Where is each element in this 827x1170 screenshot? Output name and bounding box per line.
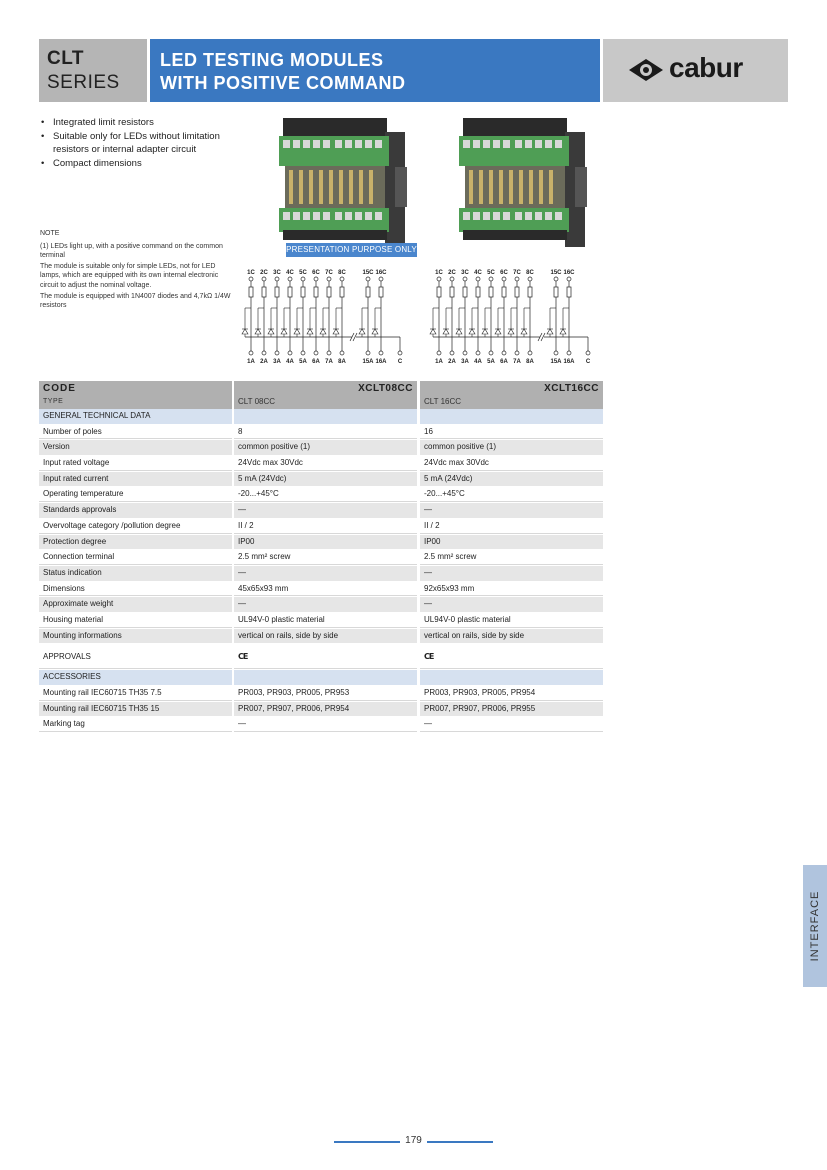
terminal-icon (554, 351, 558, 355)
row-label: Operating temperature (39, 487, 232, 502)
brand-name: cabur (669, 52, 743, 83)
resistor-icon (489, 287, 493, 297)
circuit-terminal-label: 16A (375, 359, 387, 365)
diode-icon (430, 329, 436, 334)
circuit-terminal-label: 7C (325, 270, 333, 276)
circuit-terminal-label: C (397, 359, 403, 365)
circuit-terminal-label: 8C (338, 270, 346, 276)
row-value-col1: vertical on rails, side by side (234, 629, 417, 644)
resistor-icon (450, 287, 454, 297)
product-type: CLT 16CC (424, 397, 462, 406)
title-line2: WITH POSITIVE COMMAND (160, 73, 406, 93)
circuit-terminal-label: 8A (526, 359, 534, 365)
cabur-logo-icon (627, 58, 665, 82)
spec-table (39, 381, 603, 733)
terminal-icon (463, 351, 467, 355)
row-value-col1: PR007, PR907, PR006, PR954 (234, 702, 417, 717)
brand-logo (603, 39, 788, 102)
resistor-icon (476, 287, 480, 297)
row-label: Housing material (39, 613, 232, 628)
resistor-icon (515, 287, 519, 297)
diode-icon (333, 329, 339, 334)
title-line1: LED TESTING MODULES (160, 50, 384, 70)
row-value-col1: UL94V-0 plastic material (234, 613, 417, 628)
circuit-terminal-label: 7A (513, 359, 521, 365)
row-value-col2 (420, 409, 603, 424)
product-image-8-poles (275, 112, 413, 252)
circuit-terminal-label: 2C (260, 270, 268, 276)
row-value-col1: PR003, PR903, PR005, PR953 (234, 686, 417, 701)
ce-mark-icon: CE (420, 644, 603, 669)
circuit-terminal-label: 4A (286, 359, 294, 365)
row-label: Input rated current (39, 472, 232, 487)
series-word: SERIES (47, 72, 120, 93)
row-value-col2: -20...+45°C (420, 487, 603, 502)
table-row (39, 519, 603, 535)
circuit-terminal-label: 5A (487, 359, 495, 365)
table-row (39, 440, 603, 456)
terminal-icon (489, 351, 493, 355)
circuit-terminal-label: 1C (435, 270, 443, 276)
circuit-terminal-label: 3C (461, 270, 469, 276)
row-value-col1: 5 mA (24Vdc) (234, 472, 417, 487)
row-value-col2: UL94V-0 plastic material (420, 613, 603, 628)
table-row (39, 456, 603, 472)
table-row (39, 472, 603, 488)
row-value-col1: — (234, 503, 417, 518)
terminal-icon (450, 351, 454, 355)
terminal-icon (301, 351, 305, 355)
circuit-terminal-label: 2C (448, 270, 456, 276)
code-label: CODE (43, 383, 76, 394)
row-value-col2: — (420, 597, 603, 612)
note-paragraph: The module is equipped with 1N4007 diodes and 4,7kΩ 1/4W resistors (40, 292, 231, 310)
row-value-col1: 45x65x93 mm (234, 582, 417, 597)
row-label: Mounting rail IEC60715 TH35 15 (39, 702, 232, 717)
circuit-terminal-label: 6A (312, 359, 320, 365)
terminal-icon (515, 277, 519, 281)
row-value-col2: 16 (420, 425, 603, 440)
terminal-icon (288, 277, 292, 281)
terminal-icon (301, 277, 305, 281)
row-value-col2: PR007, PR907, PR006, PR955 (420, 702, 603, 717)
circuit-terminal-label: 6C (500, 270, 508, 276)
circuit-terminal-label: 15A (362, 359, 374, 365)
resistor-icon (314, 287, 318, 297)
circuit-terminal-label: 15C (550, 270, 562, 276)
diode-icon (469, 329, 475, 334)
resistor-icon (437, 287, 441, 297)
circuit-terminal-label: 16A (563, 359, 575, 365)
code-header-col1 (234, 381, 417, 409)
circuit-terminal-label: 16C (563, 270, 575, 276)
terminal-icon (437, 351, 441, 355)
terminal-icon (437, 277, 441, 281)
row-label: ACCESSORIES (39, 670, 232, 685)
circuit-terminal-label: 1A (435, 359, 443, 365)
page-number: 179 (405, 1135, 422, 1146)
row-value-col1: common positive (1) (234, 440, 417, 455)
circuit-terminal-label: 5C (487, 270, 495, 276)
circuit-diagram-1 (240, 265, 410, 365)
table-row (39, 582, 603, 598)
terminal-icon (249, 351, 253, 355)
row-label: APPROVALS (39, 644, 232, 669)
row-value-col1: 2.5 mm² screw (234, 550, 417, 565)
circuit-terminal-label: 5C (299, 270, 307, 276)
row-value-col2: 2.5 mm² screw (420, 550, 603, 565)
type-label: TYPE (43, 398, 64, 405)
terminal-icon (450, 277, 454, 281)
row-label: Standards approvals (39, 503, 232, 518)
product-type: CLT 08CC (238, 397, 276, 406)
row-value-col2: IP00 (420, 535, 603, 550)
diode-icon (521, 329, 527, 334)
terminal-icon (554, 277, 558, 281)
circuit-terminal-label: 15A (550, 359, 562, 365)
resistor-icon (301, 287, 305, 297)
row-value-col1: 24Vdc max 30Vdc (234, 456, 417, 471)
circuit-terminal-label: 4C (474, 270, 482, 276)
terminal-icon (502, 351, 506, 355)
product-image-16-poles (455, 112, 593, 252)
row-label: Mounting rail IEC60715 TH35 7.5 (39, 686, 232, 701)
table-row (39, 550, 603, 566)
terminal-icon (463, 277, 467, 281)
row-value-col2: 92x65x93 mm (420, 582, 603, 597)
row-label: Number of poles (39, 425, 232, 440)
terminal-icon (379, 351, 383, 355)
terminal-icon (327, 351, 331, 355)
terminal-icon (567, 351, 571, 355)
product-code: XCLT08CC (358, 383, 413, 394)
circuit-terminal-label: 2A (448, 359, 456, 365)
table-row (39, 566, 603, 582)
note-paragraph: (1) LEDs light up, with a positive command on the common terminal (40, 242, 223, 260)
diode-icon (268, 329, 274, 334)
diode-icon (443, 329, 449, 334)
circuit-terminal-label: 8A (338, 359, 346, 365)
terminal-icon (528, 351, 532, 355)
code-header-col2 (420, 381, 603, 409)
code-header-label (39, 381, 232, 409)
terminal-icon (515, 351, 519, 355)
table-row (39, 644, 603, 670)
terminal-icon (379, 277, 383, 281)
circuit-terminal-label: 1C (247, 270, 255, 276)
row-value-col2 (420, 670, 603, 685)
diode-icon (482, 329, 488, 334)
circuit-terminal-label: C (585, 359, 591, 365)
diode-icon (294, 329, 300, 334)
diode-icon (547, 329, 553, 334)
row-value-col1: — (234, 597, 417, 612)
title-box (150, 39, 600, 102)
row-value-col1 (234, 409, 417, 424)
table-section-row (39, 670, 603, 686)
resistor-icon (567, 287, 571, 297)
terminal-icon (489, 277, 493, 281)
row-value-col2: — (420, 717, 603, 732)
row-value-col2: — (420, 503, 603, 518)
diode-icon (508, 329, 514, 334)
note-heading: NOTE (40, 230, 60, 237)
terminal-icon (327, 277, 331, 281)
resistor-icon (528, 287, 532, 297)
terminal-icon (366, 351, 370, 355)
row-value-col1: — (234, 717, 417, 732)
page-number-rule-left (334, 1141, 400, 1143)
terminal-icon (398, 351, 402, 355)
diode-icon (495, 329, 501, 334)
table-row (39, 425, 603, 441)
circuit-terminal-label: 1A (247, 359, 255, 365)
table-row (39, 503, 603, 519)
row-value-col1: 8 (234, 425, 417, 440)
terminal-icon (314, 351, 318, 355)
circuit-terminal-label: 3A (273, 359, 281, 365)
row-value-col2: PR003, PR903, PR005, PR954 (420, 686, 603, 701)
circuit-terminal-label: 6A (500, 359, 508, 365)
code-header-row (39, 381, 603, 409)
row-label: Input rated voltage (39, 456, 232, 471)
diode-icon (242, 329, 248, 334)
resistor-icon (502, 287, 506, 297)
resistor-icon (288, 287, 292, 297)
circuit-terminal-label: 3A (461, 359, 469, 365)
circuit-diagram-2 (428, 265, 598, 365)
diode-icon (560, 329, 566, 334)
resistor-icon (554, 287, 558, 297)
resistor-icon (262, 287, 266, 297)
row-label: Version (39, 440, 232, 455)
resistor-icon (275, 287, 279, 297)
terminal-icon (528, 277, 532, 281)
table-section-row (39, 409, 603, 425)
resistor-icon (249, 287, 253, 297)
resistor-icon (463, 287, 467, 297)
diode-icon (372, 329, 378, 334)
row-value-col2: vertical on rails, side by side (420, 629, 603, 644)
row-value-col1: -20...+45°C (234, 487, 417, 502)
circuit-terminal-label: 15C (362, 270, 374, 276)
row-value-col2: II / 2 (420, 519, 603, 534)
side-tab-label: INTERFACE (809, 890, 821, 962)
resistor-icon (366, 287, 370, 297)
note-block (40, 229, 235, 312)
table-row (39, 686, 603, 702)
terminal-icon (567, 277, 571, 281)
terminal-icon (340, 351, 344, 355)
series-code: CLT (47, 48, 85, 69)
table-row (39, 702, 603, 718)
circuit-terminal-label: 7A (325, 359, 333, 365)
diode-icon (307, 329, 313, 334)
row-label: Mounting informations (39, 629, 232, 644)
terminal-icon (275, 351, 279, 355)
diode-icon (281, 329, 287, 334)
row-label: Approximate weight (39, 597, 232, 612)
terminal-icon (476, 277, 480, 281)
presentation-label: PRESENTATION PURPOSE ONLY (286, 243, 417, 257)
row-label: Status indication (39, 566, 232, 581)
feature-item: • Compact dimensions (41, 157, 142, 169)
resistor-icon (379, 287, 383, 297)
row-value-col1: IP00 (234, 535, 417, 550)
row-value-col2: common positive (1) (420, 440, 603, 455)
circuit-terminal-label: 2A (260, 359, 268, 365)
row-label: Protection degree (39, 535, 232, 550)
row-value-col2: — (420, 566, 603, 581)
terminal-icon (314, 277, 318, 281)
row-label: Overvoltage category /pollution degree (39, 519, 232, 534)
terminal-icon (288, 351, 292, 355)
diode-icon (255, 329, 261, 334)
table-row (39, 717, 603, 733)
terminal-icon (275, 277, 279, 281)
row-label: Marking tag (39, 717, 232, 732)
feature-item: • Integrated limit resistors (41, 117, 154, 128)
table-row (39, 535, 603, 551)
row-value-col2: 24Vdc max 30Vdc (420, 456, 603, 471)
terminal-icon (262, 277, 266, 281)
circuit-terminal-label: 6C (312, 270, 320, 276)
resistor-icon (340, 287, 344, 297)
row-label: Dimensions (39, 582, 232, 597)
diode-icon (320, 329, 326, 334)
row-value-col2: 5 mA (24Vdc) (420, 472, 603, 487)
circuit-terminal-label: 3C (273, 270, 281, 276)
circuit-terminal-label: 7C (513, 270, 521, 276)
table-row (39, 597, 603, 613)
feature-list (40, 116, 240, 170)
terminal-icon (476, 351, 480, 355)
terminal-icon (249, 277, 253, 281)
terminal-icon (502, 277, 506, 281)
circuit-terminal-label: 4C (286, 270, 294, 276)
spec-table-body (39, 409, 603, 733)
row-label: GENERAL TECHNICAL DATA (39, 409, 232, 424)
row-value-col1: II / 2 (234, 519, 417, 534)
feature-item: • Suitable only for LEDs without limitation resistors or internal adapter circuit (41, 130, 220, 156)
ce-mark-icon: CE (234, 644, 417, 669)
circuit-terminal-label: 16C (375, 270, 387, 276)
row-value-col1: — (234, 566, 417, 581)
row-label: Connection terminal (39, 550, 232, 565)
terminal-icon (586, 351, 590, 355)
terminal-icon (340, 277, 344, 281)
row-value-col1 (234, 670, 417, 685)
table-row (39, 613, 603, 629)
diode-icon (359, 329, 365, 334)
series-box (39, 39, 147, 102)
circuit-terminal-label: 8C (526, 270, 534, 276)
circuit-terminal-label: 4A (474, 359, 482, 365)
note-paragraph: The module is suitable only for simple LEDs, not for LED lamps, which are equipped with its own internal electronic circuit to adjust the nominal voltage. (40, 262, 219, 289)
table-row (39, 629, 603, 645)
terminal-icon (262, 351, 266, 355)
product-code: XCLT16CC (544, 383, 599, 394)
resistor-icon (327, 287, 331, 297)
terminal-icon (366, 277, 370, 281)
page-number-rule-right (427, 1141, 493, 1143)
circuit-terminal-label: 5A (299, 359, 307, 365)
diode-icon (456, 329, 462, 334)
table-row (39, 487, 603, 503)
